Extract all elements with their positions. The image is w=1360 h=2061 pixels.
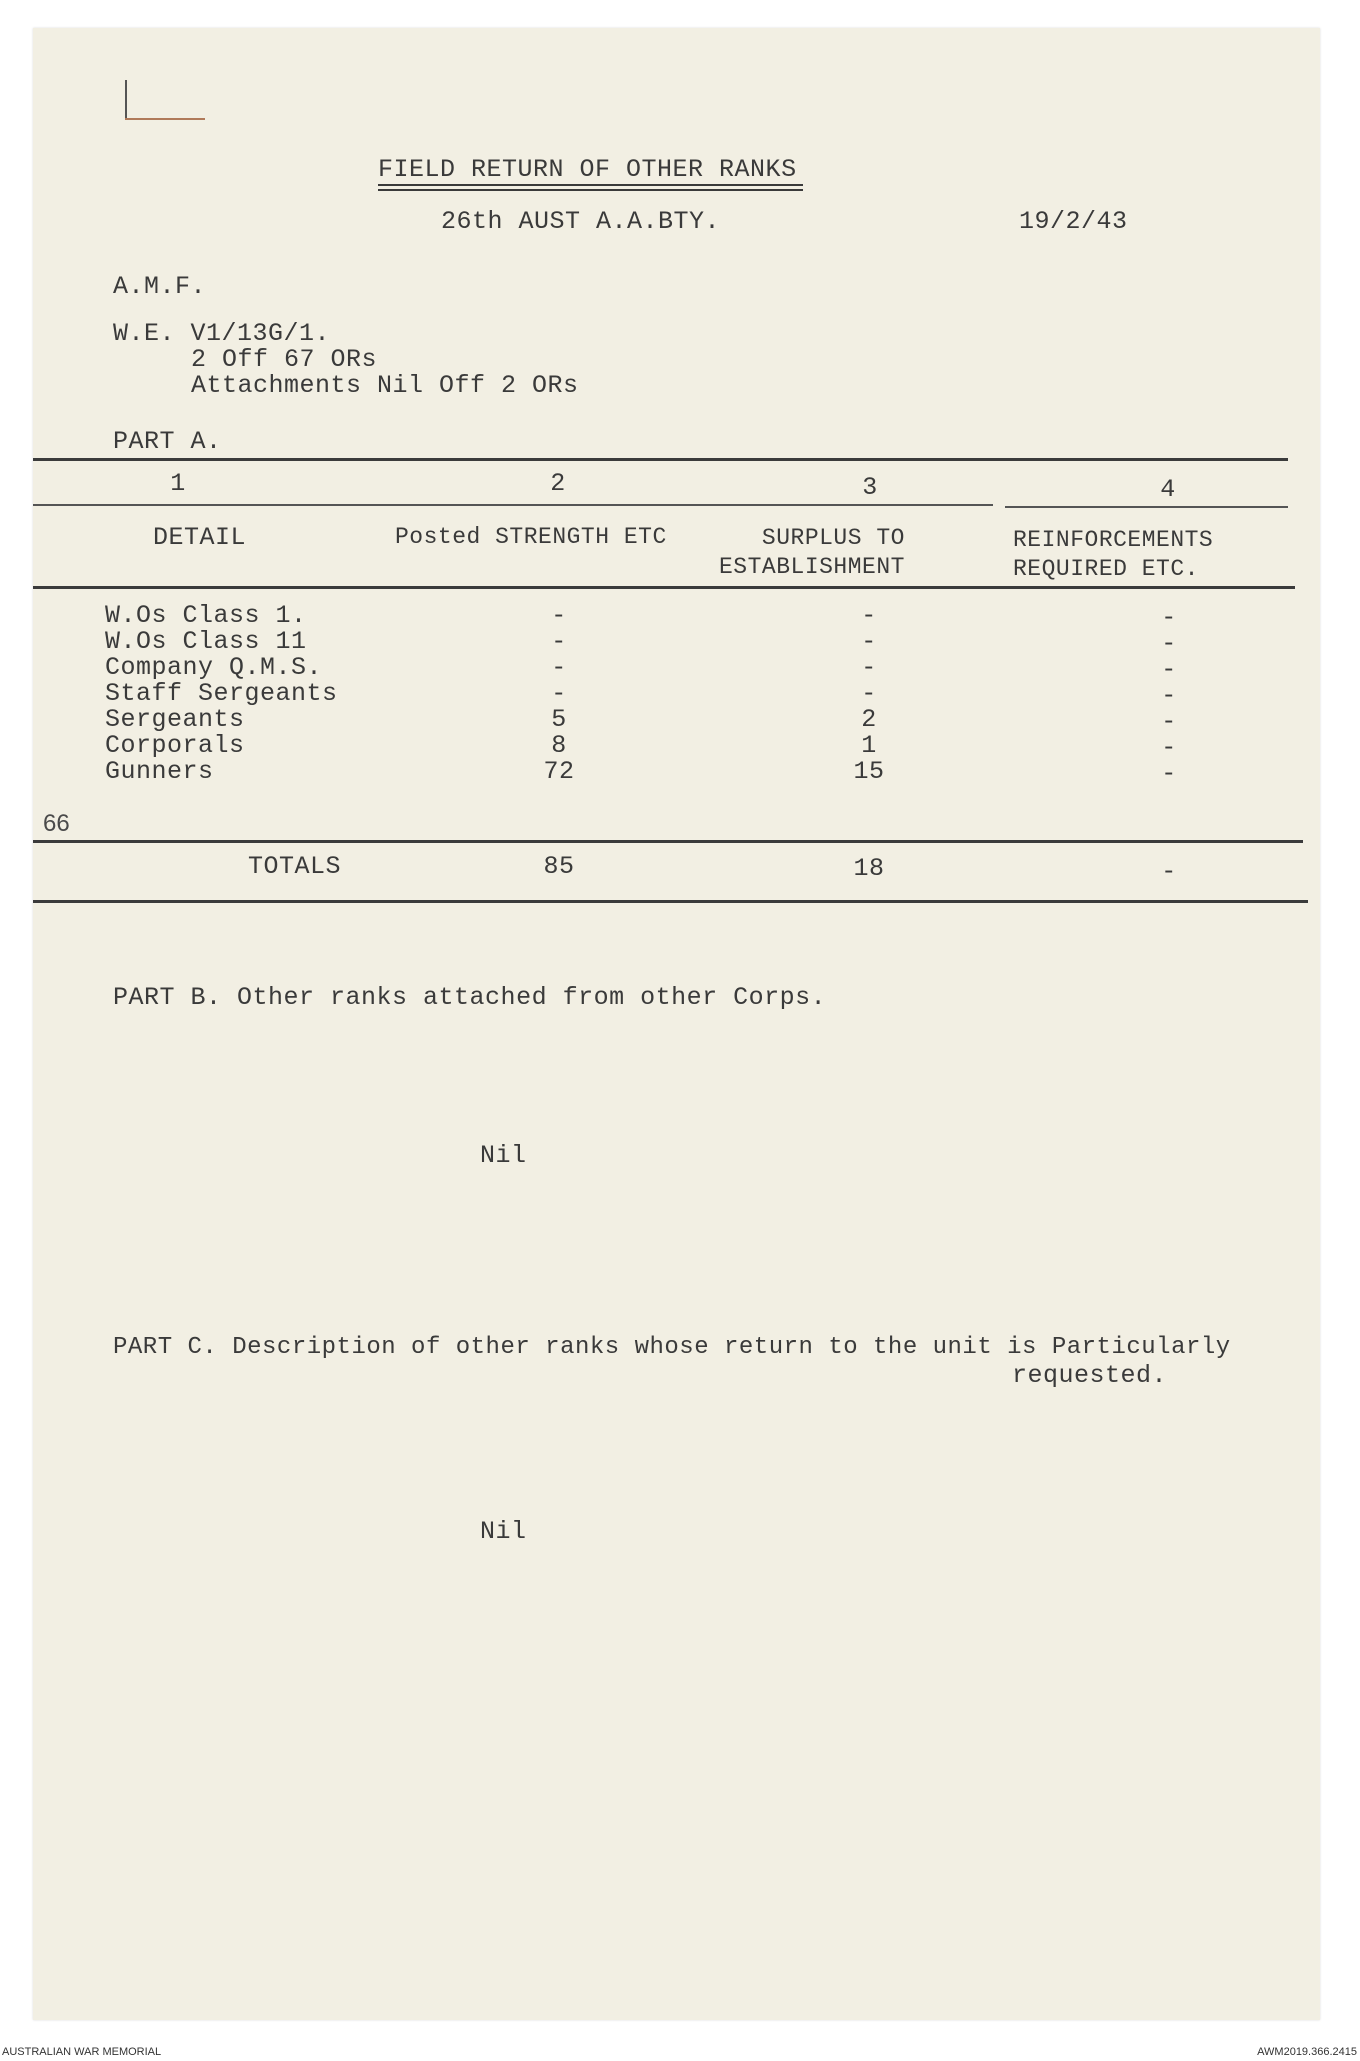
row-reinforcements: - (1161, 707, 1177, 736)
part-c-text-continued: requested. (1012, 1361, 1168, 1390)
we-strength: 2 Off 67 ORs (191, 345, 378, 374)
we-reference: W.E. V1/13G/1. (113, 319, 331, 348)
corner-mark (125, 118, 205, 120)
row-detail: Company Q.M.S. (105, 653, 323, 682)
row-surplus: 1 (861, 731, 877, 760)
document-date: 19/2/43 (1019, 207, 1128, 236)
row-reinforcements: - (1161, 629, 1177, 658)
part-b-value: Nil (480, 1141, 527, 1170)
column-header-reinforcements: REINFORCEMENTS REQUIRED ETC. (1013, 527, 1214, 582)
part-a-label: PART A. (113, 427, 222, 456)
row-surplus: - (861, 679, 877, 708)
part-b-text: PART B. Other ranks attached from other Corps. (113, 983, 827, 1012)
footer-right: AWM2019.366.2415 (1257, 2046, 1357, 2058)
row-reinforcements: - (1161, 603, 1177, 632)
force-label: A.M.F. (113, 272, 207, 301)
document-title: FIELD RETURN OF OTHER RANKS (378, 155, 797, 184)
column-number: 2 (550, 469, 566, 498)
table-rule-top (33, 458, 1288, 461)
margin-note: 66 (43, 810, 70, 837)
row-posted: 8 (551, 731, 567, 760)
column-number: 1 (170, 469, 186, 498)
totals-label: TOTALS (248, 852, 342, 881)
table-row (33, 757, 1320, 788)
table-row (33, 627, 1320, 658)
column-header-detail: DETAIL (153, 523, 247, 552)
row-surplus: - (861, 627, 877, 656)
row-surplus: 2 (861, 705, 877, 734)
column-number: 4 (1160, 475, 1176, 504)
table-rule-bottom (33, 900, 1308, 903)
totals-reinforcements: - (1161, 857, 1177, 886)
row-detail: Staff Sergeants (105, 679, 338, 708)
document-page (33, 28, 1320, 2020)
column-number: 3 (862, 473, 878, 502)
table-row (33, 731, 1320, 762)
row-reinforcements: - (1161, 759, 1177, 788)
row-detail: W.Os Class 1. (105, 601, 307, 630)
table-row (33, 653, 1320, 684)
table-rule-numbers (1005, 506, 1288, 508)
column-header-surplus: SURPLUS TO ESTABLISHMENT (719, 525, 905, 580)
row-detail: Gunners (105, 757, 214, 786)
attachments-line: Attachments Nil Off 2 ORs (191, 371, 579, 400)
totals-surplus: 18 (853, 854, 885, 883)
table-rule-header (33, 586, 1295, 589)
table-row (33, 601, 1320, 632)
row-detail: Sergeants (105, 705, 245, 734)
column-header-posted: Posted STRENGTH ETC (395, 524, 667, 550)
row-posted: - (551, 627, 567, 656)
table-row (33, 705, 1320, 736)
corner-mark (125, 80, 127, 120)
row-reinforcements: - (1161, 655, 1177, 684)
title-underline (378, 184, 803, 186)
table-row (33, 679, 1320, 710)
row-surplus: 15 (853, 757, 885, 786)
row-posted: - (551, 653, 567, 682)
row-posted: 5 (551, 705, 567, 734)
totals-posted: 85 (543, 852, 575, 881)
row-surplus: - (861, 653, 877, 682)
title-underline (378, 189, 803, 191)
row-detail: Corporals (105, 731, 245, 760)
row-posted: - (551, 679, 567, 708)
part-c-value: Nil (480, 1517, 527, 1546)
part-c-text: PART C. Description of other ranks whose return to the unit is Particularly (113, 1334, 1231, 1361)
unit-name: 26th AUST A.A.BTY. (441, 207, 721, 236)
row-detail: W.Os Class 11 (105, 627, 307, 656)
footer-left: AUSTRALIAN WAR MEMORIAL (2, 2046, 162, 2058)
row-posted: 72 (543, 757, 575, 786)
row-surplus: - (861, 601, 877, 630)
row-posted: - (551, 601, 567, 630)
part-a-rows (33, 601, 1320, 788)
row-reinforcements: - (1161, 681, 1177, 710)
row-reinforcements: - (1161, 733, 1177, 762)
table-rule-totals (33, 840, 1303, 843)
table-rule-numbers (33, 504, 993, 506)
